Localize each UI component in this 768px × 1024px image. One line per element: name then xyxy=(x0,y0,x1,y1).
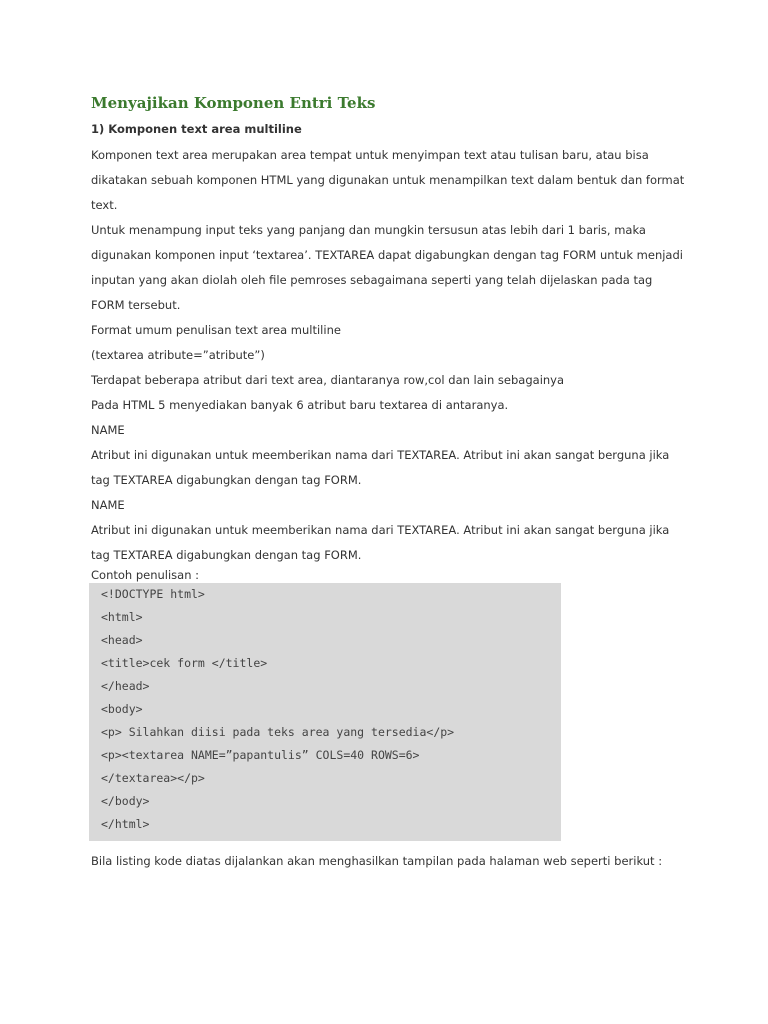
paragraph-line: digunakan komponen input ‘textarea’. TEXTAREA dapat digabungkan dengan tag FORM untuk menjadi xyxy=(91,248,683,262)
paragraph-line: Atribut ini digunakan untuk meemberikan nama dari TEXTAREA. Atribut ini akan sangat berguna jika xyxy=(91,523,670,537)
code-block xyxy=(89,583,561,841)
attribute-name: NAME xyxy=(91,423,125,437)
paragraph-line: tag TEXTAREA digabungkan dengan tag FORM. xyxy=(91,473,362,487)
paragraph-line: tag TEXTAREA digabungkan dengan tag FORM. xyxy=(91,548,362,562)
section-subheading: 1) Komponen text area multiline xyxy=(91,122,302,136)
document-page xyxy=(91,90,691,872)
paragraph-line: dikatakan sebuah komponen HTML yang digunakan untuk menampilkan text dalam bentuk dan format xyxy=(91,173,685,187)
body-text xyxy=(91,143,691,583)
code-line: <body> xyxy=(101,702,143,716)
paragraph-line: Atribut ini digunakan untuk meemberikan nama dari TEXTAREA. Atribut ini akan sangat berguna jika xyxy=(91,448,670,462)
paragraph-line: (textarea atribute=”atribute”) xyxy=(91,348,265,362)
paragraph-line: Komponen text area merupakan area tempat untuk menyimpan text atau tulisan baru, atau bisa xyxy=(91,148,649,162)
code-line: <!DOCTYPE html> xyxy=(101,587,205,601)
attribute-name: NAME xyxy=(91,498,125,512)
code-line: </textarea></p> xyxy=(101,771,205,785)
after-code-text: Bila listing kode diatas dijalankan akan menghasilkan tampilan pada halaman web seperti berikut : xyxy=(91,854,663,868)
code-line: </head> xyxy=(101,679,150,693)
paragraph-line: Pada HTML 5 menyediakan banyak 6 atribut baru textarea di antaranya. xyxy=(91,398,509,412)
code-line: <head> xyxy=(101,633,143,647)
example-label: Contoh penulisan : xyxy=(91,568,200,582)
code-line: <html> xyxy=(101,610,143,624)
code-line: </body> xyxy=(101,794,150,808)
code-line: </html> xyxy=(101,817,150,831)
paragraph-line: FORM tersebut. xyxy=(91,298,181,312)
page-title: Menyajikan Komponen Entri Teks xyxy=(91,94,376,112)
paragraph-line: text. xyxy=(91,198,118,212)
paragraph-line: Format umum penulisan text area multiline xyxy=(91,323,341,337)
paragraph-line: inputan yang akan diolah oleh file pemroses sebagaimana seperti yang telah dijelaskan pada tag xyxy=(91,273,653,287)
paragraph-line: Untuk menampung input teks yang panjang dan mungkin tersusun atas lebih dari 1 baris, maka xyxy=(91,223,646,237)
code-line: <p> Silahkan diisi pada teks area yang tersedia</p> xyxy=(101,725,455,739)
code-line: <title>cek form </title> xyxy=(101,656,268,670)
code-line: <p><textarea NAME=”papantulis” COLS=40 ROWS=6> xyxy=(101,748,420,762)
paragraph-line: Terdapat beberapa atribut dari text area, diantaranya row,col dan lain sebagainya xyxy=(91,373,565,387)
